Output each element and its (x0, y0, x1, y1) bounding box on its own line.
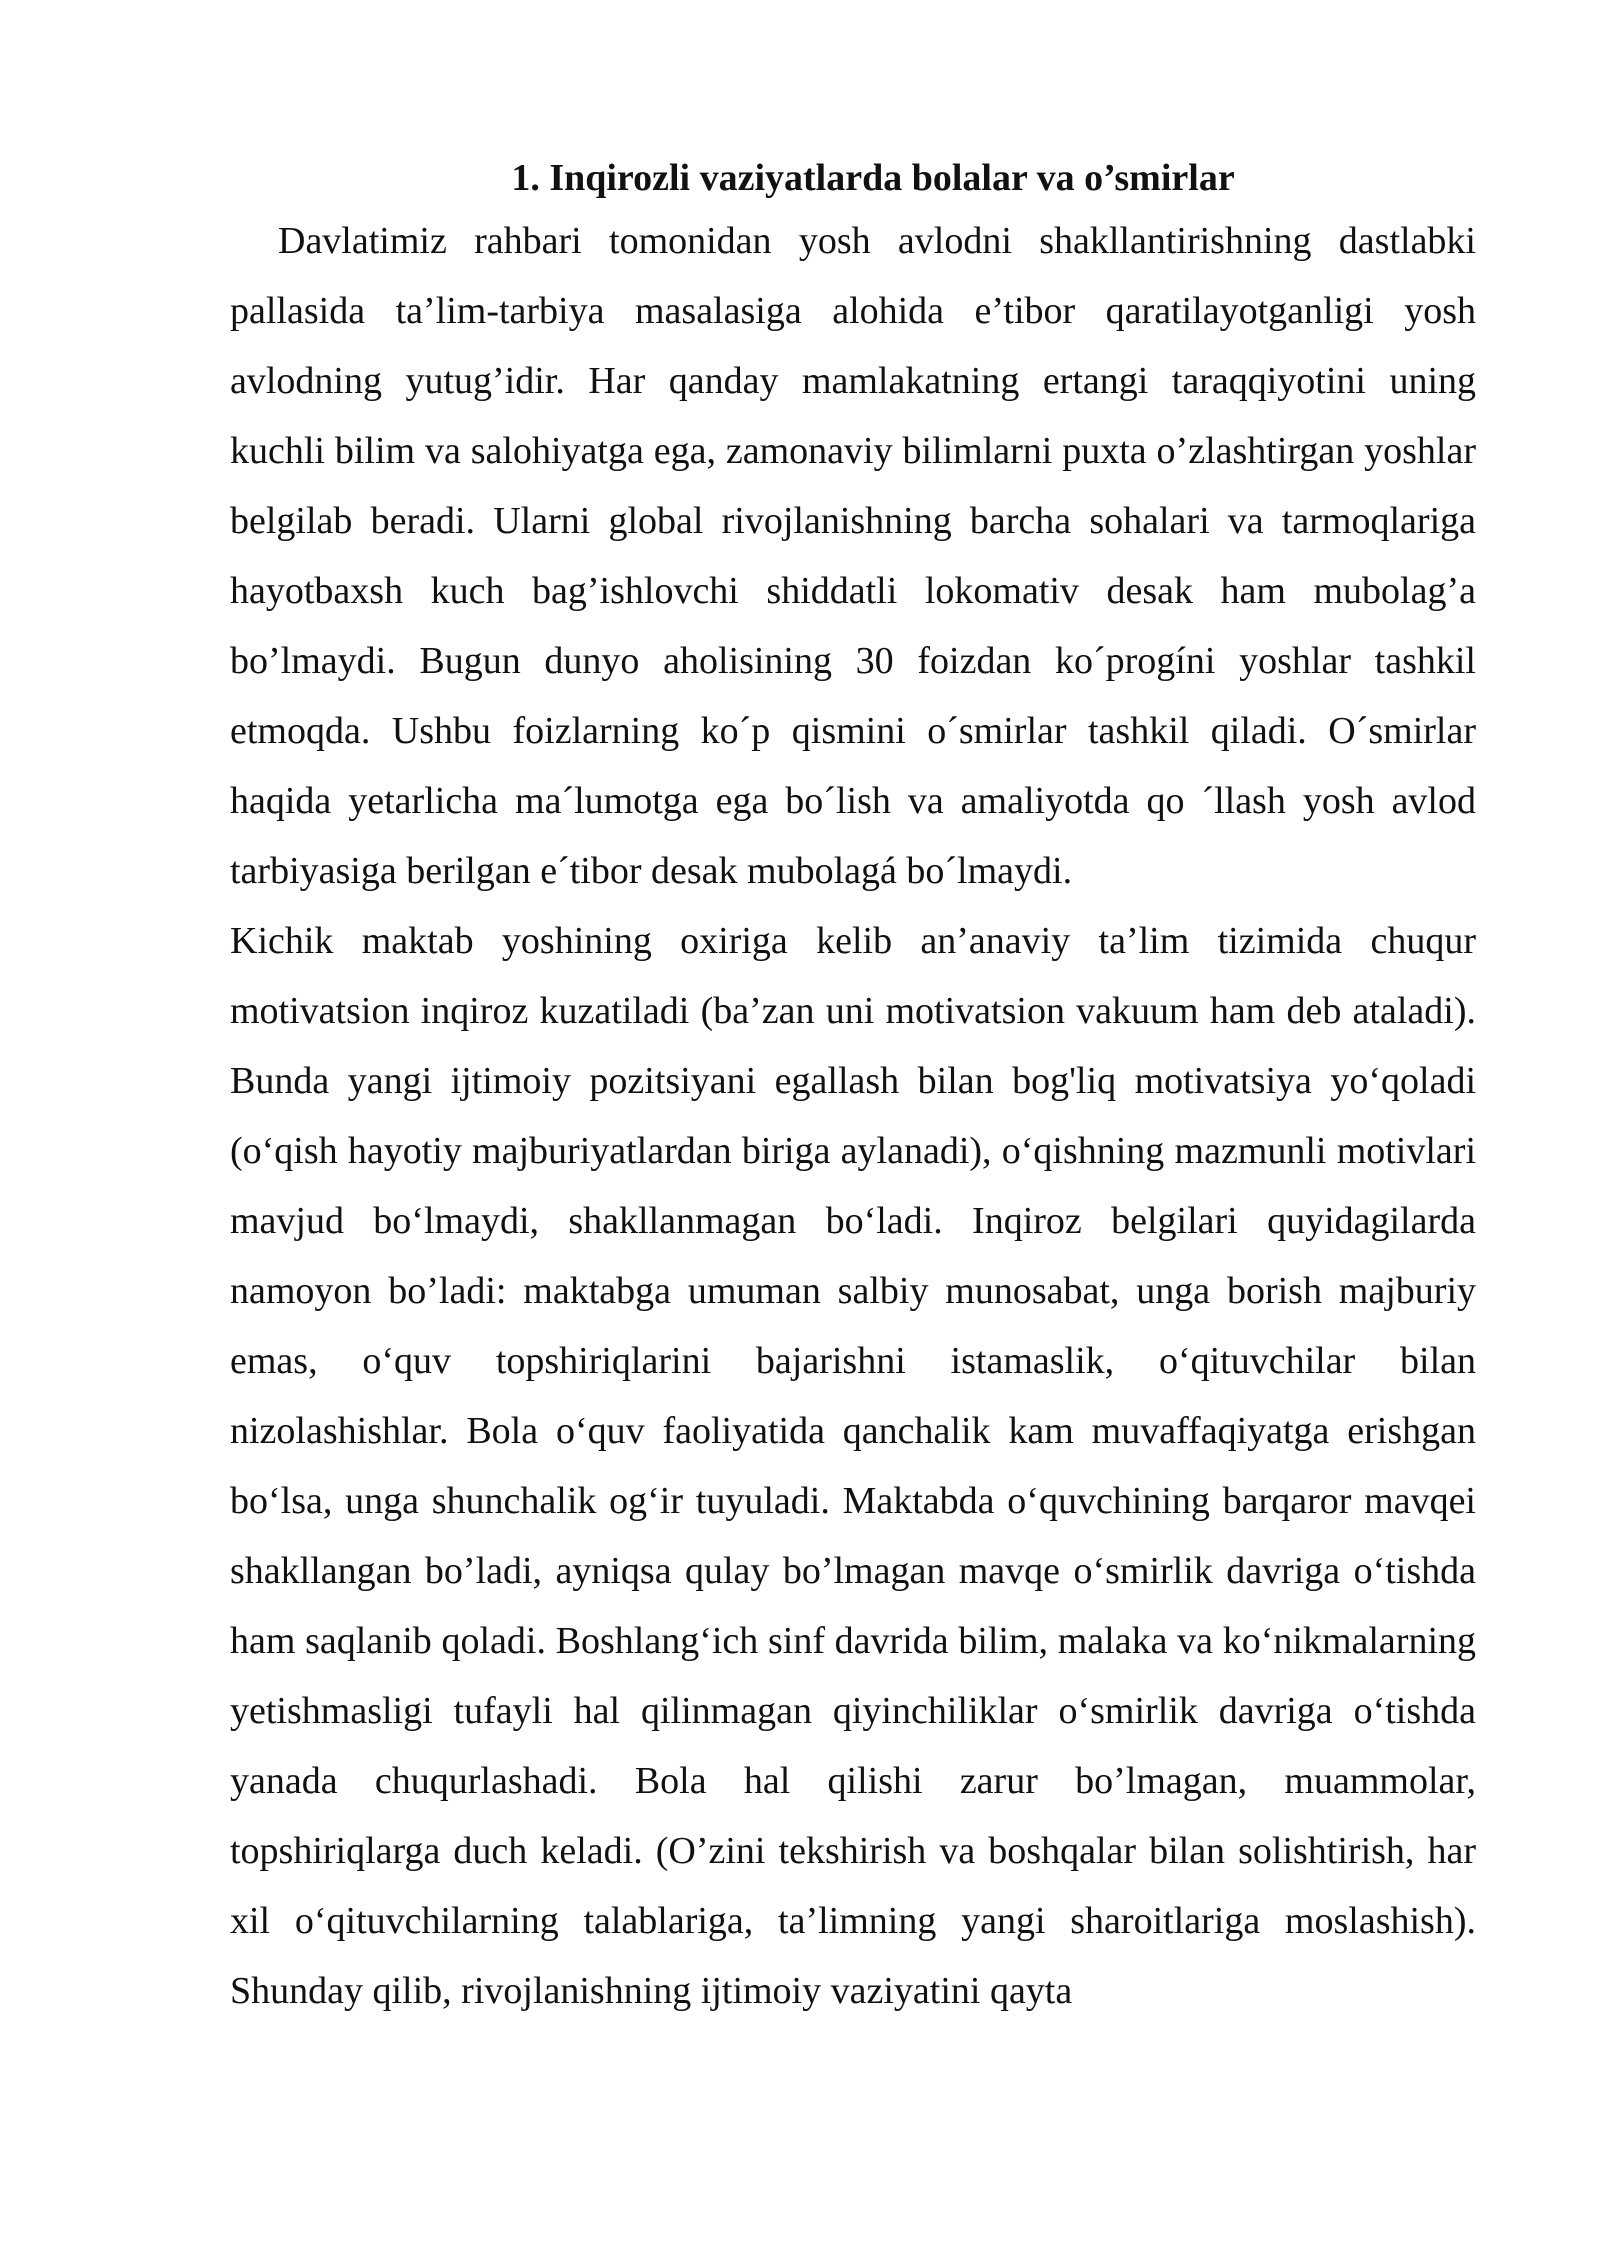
section-heading: 1. Inqirozli vaziyatlarda bolalar va o’smirlar (511, 157, 1235, 199)
document-page (230, 150, 1476, 2026)
paragraph-crisis: Kichik maktab yoshining oxiriga kelib an’anaviy ta’lim tizimida chuqur motivatsion inqiroz kuzatiladi (ba’zan uni motivatsion vakuum ham deb ataladi). Bunda yangi ijtimoiy pozitsiyani egallash bilan bog'liq motivatsiya yo‘qoladi (o‘qish hayotiy majburiyatlardan biriga aylanadi), o‘qishning mazmunli motivlari mavjud bo‘lmaydi, shakllanmagan bo‘ladi. Inqiroz belgilari quyidagilarda namoyon bo’ladi: maktabga umuman salbiy munosabat, unga borish majburiy emas, o‘quv topshiriqlarini bajarishni istamaslik, o‘qituvchilar bilan nizolashishlar. Bola o‘quv faoliyatida qanchalik kam muvaffaqiyatga erishgan bo‘lsa, unga shunchalik og‘ir tuyuladi. Maktabda o‘quvchining barqaror mavqei shakllangan bo’ladi, ayniqsa qulay bo’lmagan mavqe o‘smirlik davriga o‘tishda ham saqlanib qoladi. Boshlang‘ich sinf davrida bilim, malaka va ko‘nikmalarning yetishmasligi tufayli hal qilinmagan qiyinchiliklar o‘smirlik davriga o‘tishda yanada chuqurlashadi. Bola hal qilishi zarur bo’lmagan, muammolar, topshiriqlarga duch keladi. (O’zini tekshirish va boshqalar bilan solishtirish, har xil o‘qituvchilarning talablariga, ta’limning yangi sharoitlariga moslashish). Shunday qilib, rivojlanishning ijtimoiy vaziyatini qayta (230, 920, 1476, 2012)
paragraph-intro: Davlatimiz rahbari tomonidan yosh avlodni shakllantirishning dastlabki pallasida ta’lim-tarbiya masalasiga alohida e’tibor qaratilayotganligi yosh avlodning yutug’idir. Har qanday mamlakatning ertangi taraqqiyotini uning kuchli bilim va salohiyatga ega, zamonaviy bilimlarni puxta o’zlashtirgan yoshlar belgilab beradi. Ularni global rivojlanishning barcha sohalari va tarmoqlariga hayotbaxsh kuch bag’ishlovchi shiddatli lokomativ desak ham mubolag’a bo’lmaydi. Bugun dunyo aholisining 30 foizdan ko´progíni yoshlar tashkil etmoqda. Ushbu foizlarning ko´p qismini o´smirlar tashkil qiladi. O´smirlar haqida yetarlicha ma´lumotga ega bo´lish va amaliyotda qo ´llash yosh avlod tarbiyasiga berilgan e´tibor desak mubolagá bo´lmaydi. (230, 220, 1476, 892)
